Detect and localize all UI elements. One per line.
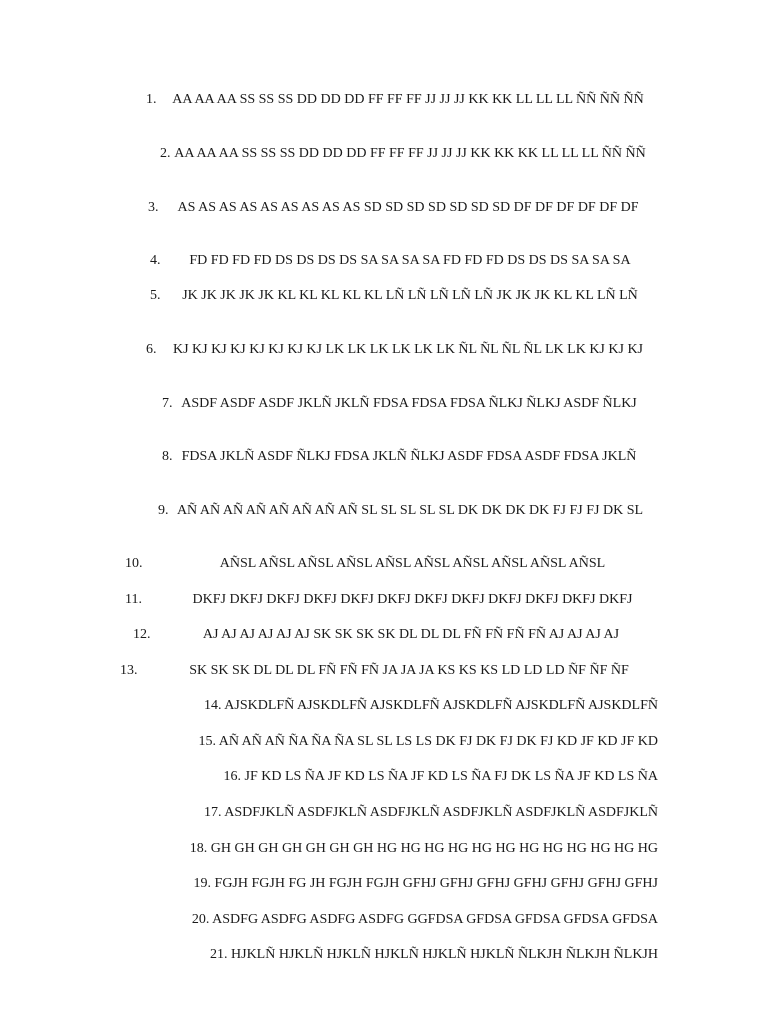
item-number: 14. — [204, 698, 222, 713]
list-item: 5. JK JK JK JK JK KL KL KL KL KL LÑ LÑ LÑ LÑ LÑ JK JK JK KL KL LÑ LÑ — [100, 287, 660, 305]
list-item: 11. DKFJ DKFJ DKFJ DKFJ DKFJ DKFJ DKFJ DKFJ DKFJ DKFJ DKFJ DKFJ — [100, 591, 660, 609]
item-text: AÑSL AÑSL AÑSL AÑSL AÑSL AÑSL AÑSL AÑSL AÑSL AÑSL — [219, 556, 606, 571]
item-text: FD FD FD FD DS DS DS DS SA SA SA SA FD FD FD DS DS DS SA SA SA — [189, 253, 631, 268]
item-text: ASDFJKLÑ ASDFJKLÑ ASDFJKLÑ ASDFJKLÑ ASDFJKLÑ ASDFJKLÑ — [224, 805, 658, 820]
list-item — [40, 840, 658, 858]
list-item — [40, 768, 658, 786]
list-item — [40, 804, 658, 822]
item-text: JK JK JK JK JK KL KL KL KL KL LÑ LÑ LÑ LÑ LÑ JK JK JK KL KL LÑ LÑ — [182, 288, 638, 303]
item-text: AA AA AA SS SS SS DD DD DD FF FF FF JJ JJ JJ KK KK KK LL LL LL ÑÑ ÑÑ — [174, 146, 646, 161]
item-text: AÑ AÑ AÑ AÑ AÑ AÑ AÑ AÑ SL SL SL SL SL DK DK DK DK FJ FJ FJ DK SL — [176, 503, 644, 518]
list-item — [40, 946, 658, 964]
item-text: JF KD LS ÑA JF KD LS ÑA JF KD LS ÑA FJ DK LS ÑA JF KD LS ÑA — [244, 769, 658, 784]
list-item: 13. SK SK SK DL DL DL FÑ FÑ FÑ JA JA JA KS KS KS LD LD LD ÑF ÑF ÑF — [100, 662, 660, 680]
list-item: 8. FDSA JKLÑ ASDF ÑLKJ FDSA JKLÑ ÑLKJ ASDF FDSA ASDF FDSA JKLÑ — [100, 448, 660, 466]
item-text: KJ KJ KJ KJ KJ KJ KJ KJ LK LK LK LK LK LK ÑL ÑL ÑL ÑL LK LK KJ KJ KJ — [172, 342, 643, 357]
item-number: 19. — [193, 876, 212, 891]
item-text: AS AS AS AS AS AS AS AS AS SD SD SD SD SD SD SD DF DF DF DF DF DF — [177, 200, 639, 215]
list-item: 6. KJ KJ KJ KJ KJ KJ KJ KJ LK LK LK LK LK LK ÑL ÑL ÑL ÑL LK LK KJ KJ KJ — [100, 341, 660, 359]
item-number: 16. — [223, 769, 242, 784]
item-text: AJ AJ AJ AJ AJ AJ SK SK SK SK DL DL DL FÑ FÑ FÑ FÑ AJ AJ AJ AJ — [202, 627, 620, 642]
item-text: AJSKDLFÑ AJSKDLFÑ AJSKDLFÑ AJSKDLFÑ AJSKDLFÑ AJSKDLFÑ — [224, 698, 658, 713]
list-item — [40, 911, 658, 929]
list-item: 3. AS AS AS AS AS AS AS AS AS SD SD SD SD SD SD SD DF DF DF DF DF DF — [100, 199, 660, 217]
item-number: 20. — [191, 912, 210, 927]
list-item: 7. ASDF ASDF ASDF JKLÑ JKLÑ FDSA FDSA FDSA ÑLKJ ÑLKJ ASDF ÑLKJ — [100, 395, 660, 413]
item-number: 18. — [189, 841, 208, 856]
item-text: FGJH FGJH FG JH FGJH FGJH GFHJ GFHJ GFHJ GFHJ GFHJ GFHJ GFHJ — [214, 876, 658, 891]
list-item — [40, 875, 658, 893]
item-text: ASDF ASDF ASDF JKLÑ JKLÑ FDSA FDSA FDSA ÑLKJ ÑLKJ ASDF ÑLKJ — [181, 396, 637, 411]
list-item: 4. FD FD FD FD DS DS DS DS SA SA SA SA FD FD FD DS DS DS SA SA SA — [100, 252, 660, 270]
list-item — [40, 697, 658, 715]
item-text: AA AA AA SS SS SS DD DD DD FF FF FF JJ JJ JJ KK KK LL LL LL ÑÑ ÑÑ ÑÑ — [172, 92, 644, 107]
list-item: 10. AÑSL AÑSL AÑSL AÑSL AÑSL AÑSL AÑSL AÑSL AÑSL AÑSL — [100, 555, 660, 573]
item-text: GH GH GH GH GH GH GH HG HG HG HG HG HG HG HG HG HG HG HG — [210, 841, 658, 856]
list-item — [40, 733, 658, 751]
item-text: AÑ AÑ AÑ ÑA ÑA ÑA SL SL LS LS DK FJ DK FJ DK FJ KD JF KD JF KD — [218, 734, 658, 749]
list-item: 9. AÑ AÑ AÑ AÑ AÑ AÑ AÑ AÑ SL SL SL SL SL DK DK DK DK FJ FJ FJ DK SL — [100, 502, 660, 520]
item-text: DKFJ DKFJ DKFJ DKFJ DKFJ DKFJ DKFJ DKFJ DKFJ DKFJ DKFJ DKFJ — [192, 592, 633, 607]
item-number: 15. — [198, 734, 216, 749]
item-number: 17. — [204, 805, 222, 820]
item-number: 21. — [210, 947, 228, 962]
item-text: HJKLÑ HJKLÑ HJKLÑ HJKLÑ HJKLÑ HJKLÑ ÑLKJH ÑLKJH ÑLKJH — [231, 947, 658, 962]
list-item: 2. AA AA AA SS SS SS DD DD DD FF FF FF JJ JJ JJ KK KK KK LL LL LL ÑÑ ÑÑ — [100, 145, 660, 163]
item-text: FDSA JKLÑ ASDF ÑLKJ FDSA JKLÑ ÑLKJ ASDF FDSA ASDF FDSA JKLÑ — [181, 449, 637, 464]
item-text: SK SK SK DL DL DL FÑ FÑ FÑ JA JA JA KS KS KS LD LD LD ÑF ÑF ÑF — [189, 663, 629, 678]
list-item: 12. AJ AJ AJ AJ AJ AJ SK SK SK SK DL DL DL FÑ FÑ FÑ FÑ AJ AJ AJ AJ — [100, 626, 660, 644]
list-item: 1. AA AA AA SS SS SS DD DD DD FF FF FF JJ JJ JJ KK KK LL LL LL ÑÑ ÑÑ ÑÑ — [100, 91, 660, 109]
item-text: ASDFG ASDFG ASDFG ASDFG GGFDSA GFDSA GFDSA GFDSA GFDSA — [212, 912, 658, 927]
